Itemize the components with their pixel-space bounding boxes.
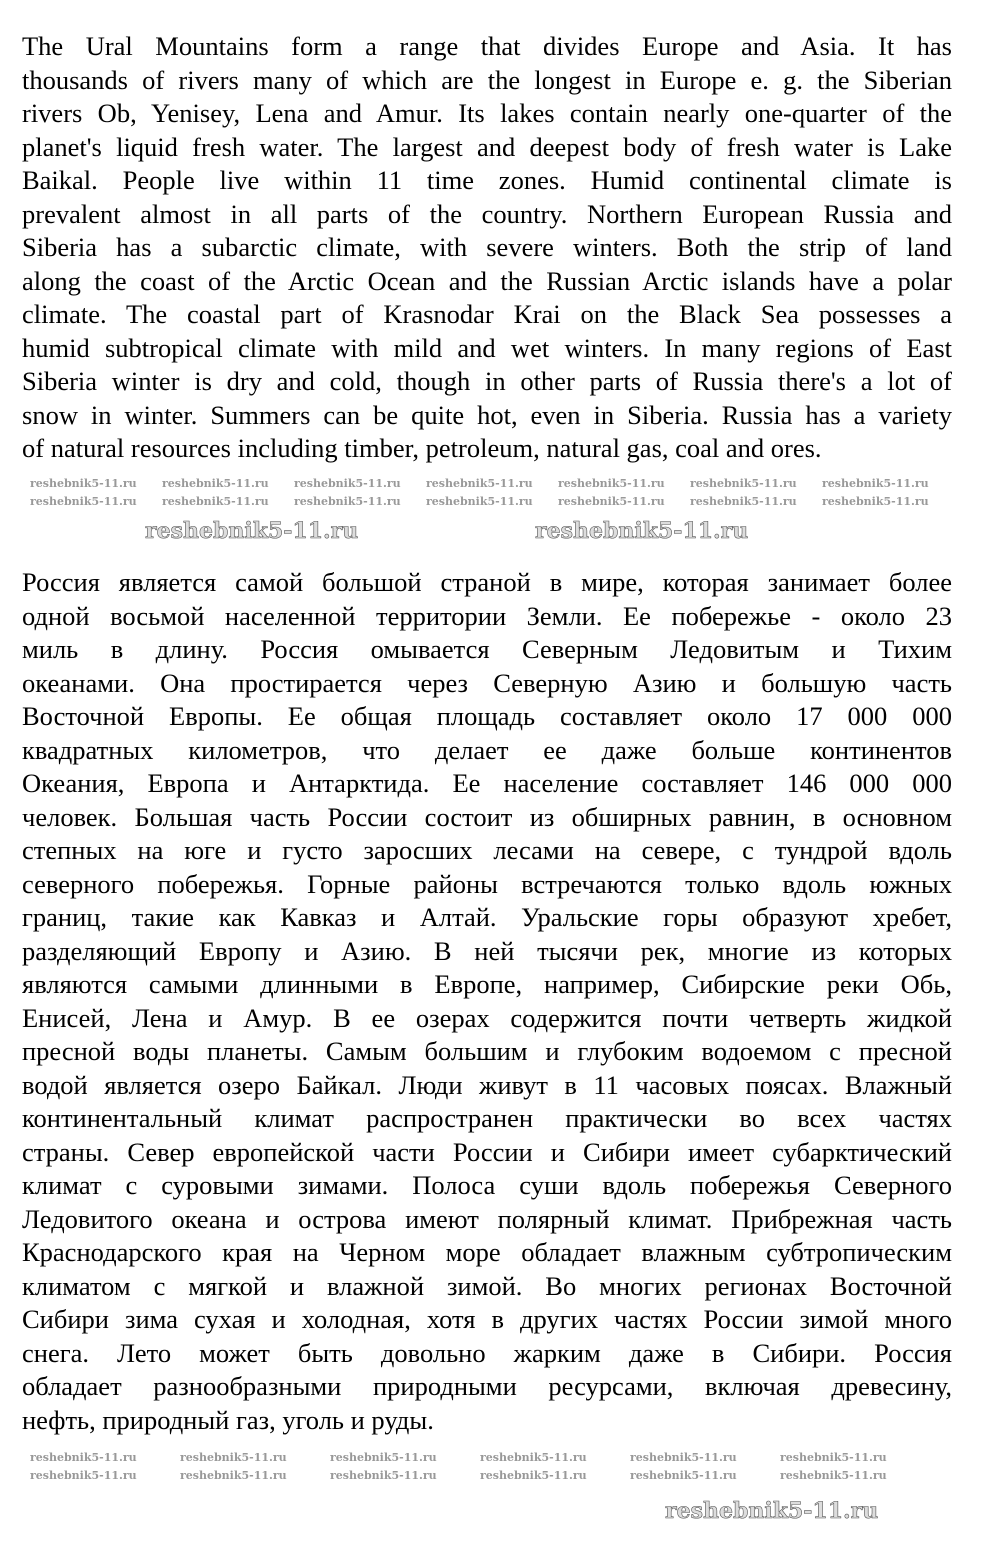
watermark-text: reshebnik5-11.ru <box>294 495 401 508</box>
text-line: степных на юге и густо заросших лесами на севере, с тундрой вдоль <box>22 835 952 865</box>
text-line: Океания, Европа и Антарктида. Ее население составляет 146 000 000 <box>22 768 952 798</box>
text-line: миль в длину. Россия омывается Северным Ледовитым и Тихим <box>22 634 952 664</box>
text-line: Siberia winter is dry and cold, though in other parts of Russia there's a lot of <box>22 366 952 396</box>
text-line: океанами. Она простирается через Северную Азию и большую часть <box>22 667 952 698</box>
watermark-text: reshebnik5-11.ru <box>480 1451 587 1464</box>
watermark-text: reshebnik5-11.ru <box>30 477 137 490</box>
watermark-text: reshebnik5-11.ru <box>780 1469 887 1482</box>
text-line: snow in winter. Summers can be quite hot, even in Siberia. Russia has a variety <box>22 399 952 430</box>
watermark-text: reshebnik5-11.ru <box>426 495 533 508</box>
watermark-text: reshebnik5-11.ru <box>822 477 929 490</box>
text-line: обладает разнообразными природными ресурсами, включая древесину, <box>22 1371 952 1401</box>
text-line: Siberia has a subarctic climate, with severe winters. Both the strip of land <box>22 232 952 262</box>
text-line: нефть, природный газ, уголь и руды. <box>22 1404 434 1435</box>
watermark-text: reshebnik5-11.ru <box>822 495 929 508</box>
text-line: квадратных километров, что делает ее даже больше континентов <box>22 734 952 765</box>
text-line: пресной воды планеты. Самым большим и глубоким водоемом с пресной <box>22 1036 952 1066</box>
watermark-text: reshebnik5-11.ru <box>558 477 665 490</box>
text-line: Восточной Европы. Ее общая площадь составляет около 17 000 000 <box>22 701 952 731</box>
text-line: снега. Лето может быть довольно жарким даже в Сибири. Россия <box>22 1337 952 1368</box>
watermark-text: reshebnik5-11.ru <box>535 518 749 544</box>
russian-paragraph <box>22 566 952 1437</box>
text-line: Краснодарского края на Черном море обладает влажным субтропическим <box>22 1237 952 1267</box>
watermark-text: reshebnik5-11.ru <box>180 1451 287 1464</box>
text-line: climate. The coastal part of Krasnodar Krai on the Black Sea possesses a <box>22 299 952 329</box>
watermark-text: reshebnik5-11.ru <box>630 1451 737 1464</box>
watermark-text: reshebnik5-11.ru <box>30 1469 137 1482</box>
text-line: являются самыми длинными в Европе, например, Сибирские реки Обь, <box>22 969 952 999</box>
text-line: климат с суровыми зимами. Полоса суши вдоль побережья Северного <box>22 1170 952 1200</box>
watermark-text: reshebnik5-11.ru <box>330 1451 437 1464</box>
text-line: Енисей, Лена и Амур. В ее озерах содержится почти четверть жидкой <box>22 1002 952 1033</box>
text-line: страны. Север европейской части России и Сибири имеет субарктический <box>22 1136 952 1167</box>
watermark-text: reshebnik5-11.ru <box>330 1469 437 1482</box>
text-line: человек. Большая часть России состоит из обширных равнин, в основном <box>22 801 952 832</box>
text-line: thousands of rivers many of which are the longest in Europe e. g. the Siberian <box>22 64 952 95</box>
text-line: Ледовитого океана и острова имеют полярный климат. Прибрежная часть <box>22 1203 952 1234</box>
text-line: разделяющий Европу и Азию. В ней тысячи рек, многие из которых <box>22 935 952 966</box>
watermark-text: reshebnik5-11.ru <box>690 495 797 508</box>
text-line: prevalent almost in all parts of the country. Northern European Russia and <box>22 198 952 229</box>
watermark-text: reshebnik5-11.ru <box>558 495 665 508</box>
text-line: along the coast of the Arctic Ocean and the Russian Arctic islands have a polar <box>22 265 952 296</box>
watermark-text: reshebnik5-11.ru <box>690 477 797 490</box>
text-line: of natural resources including timber, petroleum, natural gas, coal and ores. <box>22 433 822 463</box>
watermark-text: reshebnik5-11.ru <box>30 1451 137 1464</box>
text-line: одной восьмой населенной территории Земли. Ее побережье - около 23 <box>22 600 952 631</box>
watermark-text: reshebnik5-11.ru <box>30 495 137 508</box>
text-line: континентальный климат распространен практически во всех частях <box>22 1103 952 1133</box>
english-paragraph <box>22 30 952 466</box>
text-line: The Ural Mountains form a range that divides Europe and Asia. It has <box>22 31 952 61</box>
text-line: Baikal. People live within 11 time zones. Humid continental climate is <box>22 165 952 195</box>
watermark-text: reshebnik5-11.ru <box>145 518 359 544</box>
watermark-text: reshebnik5-11.ru <box>162 477 269 490</box>
text-line: humid subtropical climate with mild and wet winters. In many regions of East <box>22 332 952 363</box>
watermark-text: reshebnik5-11.ru <box>480 1469 587 1482</box>
text-line: rivers Ob, Yenisey, Lena and Amur. Its lakes contain nearly one-quarter of the <box>22 98 952 128</box>
text-line: Сибири зима сухая и холодная, хотя в других частях России зимой много <box>22 1304 952 1334</box>
text-line: водой является озеро Байкал. Люди живут в 11 часовых поясах. Влажный <box>22 1069 952 1100</box>
text-line: границ, такие как Кавказ и Алтай. Уральские горы образуют хребет, <box>22 902 952 932</box>
text-line: северного побережья. Горные районы встречаются только вдоль южных <box>22 868 952 899</box>
watermark-text: reshebnik5-11.ru <box>630 1469 737 1482</box>
watermark-text: reshebnik5-11.ru <box>180 1469 287 1482</box>
text-line: климатом с мягкой и влажной зимой. Во многих регионах Восточной <box>22 1270 952 1301</box>
watermark-text: reshebnik5-11.ru <box>665 1498 879 1524</box>
text-line: planet's liquid fresh water. The largest and deepest body of fresh water is Lake <box>22 131 952 162</box>
text-line: Россия является самой большой страной в мире, которая занимает более <box>22 567 952 597</box>
watermark-text: reshebnik5-11.ru <box>162 495 269 508</box>
watermark-text: reshebnik5-11.ru <box>426 477 533 490</box>
watermark-text: reshebnik5-11.ru <box>294 477 401 490</box>
watermark-text: reshebnik5-11.ru <box>780 1451 887 1464</box>
